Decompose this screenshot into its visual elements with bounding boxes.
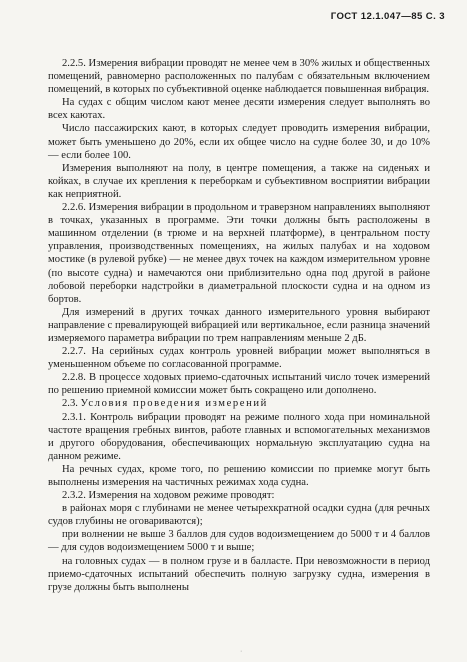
section-heading	[48, 397, 430, 410]
paragraph-2-2-6: 2.2.6. Измерения вибрации в продольном и траверзном направлениях выполняют в точках, указанных в программе. Эти точки должны быть расположены в машинном отделении (в трюме и на верхней платформе), в центральном посту управления, производственных помещениях, на жилых палубах и на ходовом мостике (в рулевой рубке) — не менее двух точек на каждом измерительном уровне (по высоте судна) и намечаются они приблизительно одна под другой в районе лобовой переборки надстройки в диаметральной плоскости судна и на одном из бортов.	[48, 202, 430, 305]
paragraph-2-2-7: 2.2.7. На серийных судах контроль уровней вибрации может выполняться в уменьшенном объеме по согласованной программе.	[48, 346, 430, 371]
paragraph: Для измерений в других точках данного измерительного уровня выбирают направление с превалирующей вибрацией или вертикальное, если разница значений измеряемого параметра вибрации по трем направлениям меньше 2 дБ.	[48, 306, 430, 344]
paragraph-2-2-5: 2.2.5. Измерения вибрации проводят не менее чем в 30% жилых и общественных помещений, равномерно расположенных по палубам с обязательным включением помещений, в которых по субъективной оценке наблюдается повышенная вибрация.	[48, 58, 430, 96]
paragraph: Измерения выполняют на полу, в центре помещения, а также на сиденьях и койках, в случае их крепления к переборкам и субъективном восприятии вибрации как неприятной.	[48, 162, 430, 200]
list-item: на головных судах — в полном грузе и в балласте. При невозможности в период приемо-сдаточных испытаний обеспечить полную загрузку судна, измерения в грузе должны быть выполнены	[48, 555, 430, 593]
section-number: 2.3.	[62, 398, 78, 410]
paragraph-2-3-2: 2.3.2. Измерения на ходовом режиме проводят:	[62, 490, 275, 502]
paragraph-2-2-8: 2.2.8. В процессе ходовых приемо-сдаточных испытаний число точек измерений по решению приемной комиссии может быть сокращено или дополнено.	[48, 372, 430, 397]
list-item: в районах моря с глубинами не менее четырехкратной осадки судна (для речных судов глубины не оговариваются);	[48, 503, 430, 528]
paragraph: На судах с общим числом кают менее десяти измерения следует выполнять во всех каютах.	[48, 97, 430, 122]
page-header: ГОСТ 12.1.047—85 С. 3	[330, 11, 445, 22]
paragraph: Число пассажирских кают, в которых следует проводить измерения вибрации, может быть уменьшено до 20%, если их общее число на судне более 30, и до 10% — если более 100.	[48, 123, 430, 161]
list-item: при волнении не выше 3 баллов для судов водоизмещением до 5000 т и 4 баллов — для судов водоизмещением 5000 т и выше;	[48, 529, 430, 554]
section-title: Условия проведения измерений	[80, 398, 268, 410]
scan-mark: ·	[240, 648, 243, 655]
paragraph: На речных судах, кроме того, по решению комиссии по приемке могут быть выполнены измерения на частичных режимах хода судна.	[48, 463, 430, 488]
document-body	[48, 57, 430, 594]
paragraph-2-3-1: 2.3.1. Контроль вибрации проводят на режиме полного хода при номинальной частоте вращения гребных винтов, работе главных и вспомогательных механизмов и другого оборудования, обеспечивающих нормальную эксплуатацию судна на данном режиме.	[48, 411, 430, 462]
